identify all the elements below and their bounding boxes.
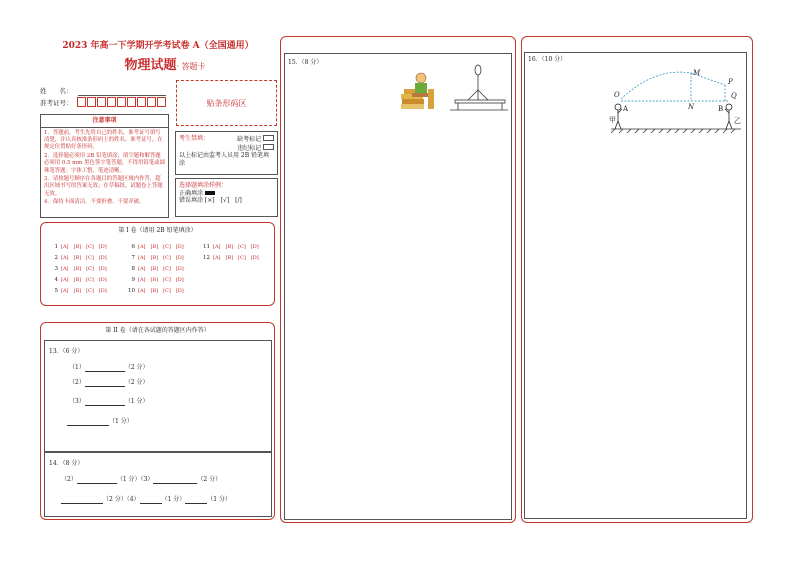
mc-options[interactable]: [A] [B] [C] [D] (61, 244, 107, 250)
mc-options[interactable]: [A] [B] [C] [D] (138, 277, 184, 283)
barcode-area (176, 80, 277, 126)
absent-item-1: 缺考标记 (237, 136, 262, 143)
subject-title-row (90, 54, 240, 73)
mc-question-number: 10 (128, 288, 135, 294)
mc-question-number: 6 (131, 244, 135, 250)
mc-options[interactable]: [A] [B] [C] [D] (138, 255, 184, 261)
absent-note: 以上标记由监考人员用 2B 铅笔填涂 (179, 152, 270, 167)
label-P: P (728, 78, 733, 86)
fill-sample-box (175, 178, 278, 217)
label-B: B (718, 105, 724, 113)
q14-part3: （3） (140, 476, 154, 483)
mc-options[interactable]: [A] [B] [C] [D] (213, 255, 259, 261)
q13-part1: （1） (69, 364, 85, 371)
name-field[interactable] (78, 95, 166, 96)
barcode-label: 贴条形码区 (206, 98, 247, 108)
mc-question-number: 12 (203, 255, 210, 261)
q14-blank2[interactable] (153, 483, 197, 484)
label-N: N (688, 103, 695, 111)
mc-question-number: 7 (131, 255, 135, 261)
name-label: 姓 名： (40, 87, 73, 95)
q13-box (44, 340, 272, 452)
mc-question-number: 1 (54, 244, 58, 250)
q13-blank3[interactable] (85, 405, 125, 406)
q14-box (44, 452, 272, 517)
label-jia: 甲 (609, 116, 616, 124)
sample-title: 选择题填涂样例： (179, 182, 228, 189)
section1-title: 第 I 卷（请用 2B 铅笔填涂） (118, 227, 197, 234)
notes-item: 4．保持卡面清洁，不要折叠、不要弄破。 (44, 199, 145, 206)
mc-row[interactable] (201, 254, 259, 261)
q14-score2: （1 分） (116, 476, 141, 483)
mc-row[interactable] (126, 243, 184, 250)
q16-figure (607, 67, 743, 143)
notes-box (40, 114, 169, 218)
section1-box (40, 222, 275, 306)
mc-row[interactable] (49, 276, 107, 283)
q13-score3: （1 分） (124, 398, 149, 405)
q14-blank1[interactable] (77, 483, 117, 484)
q13-blank1[interactable] (85, 371, 125, 372)
q13-score4: （1 分） (109, 418, 133, 425)
ground-line (611, 129, 741, 133)
mc-question-number: 8 (131, 266, 135, 272)
q13-blank4[interactable] (67, 425, 109, 426)
q14-score3: （2 分） (197, 476, 222, 483)
q13-score2: （2 分） (124, 379, 149, 386)
mc-row[interactable] (49, 287, 107, 294)
filled-sample (205, 191, 215, 195)
label-Q: Q (731, 92, 737, 100)
q14-part4: （4） (126, 496, 140, 503)
q15-label: 15．（8 分） (288, 59, 323, 66)
q16-box (524, 52, 747, 519)
mc-question-number: 2 (54, 255, 58, 261)
mc-question-number: 4 (54, 277, 58, 283)
absent-label: 考生禁填： (179, 135, 210, 142)
mc-question-number: 5 (54, 288, 58, 294)
q14-score-a: （2 分） (103, 496, 127, 503)
notes-item: 2．选择题必须用 2B 铅笔填涂；填空题和解答题必须用 0.5 mm 黑色签字笔答题，不得用铅笔或圆珠笔答题；字体工整、笔迹清晰。 (44, 152, 165, 174)
notes-item: 3．请按题号顺序在各题目的答题区域内作答，超出区域书写的答案无效；在草稿纸、试题卷上答题无效。 (44, 175, 163, 197)
mc-options[interactable]: [A] [B] [C] [D] (138, 266, 184, 272)
mc-row[interactable] (126, 276, 184, 283)
q14-blank5[interactable] (185, 503, 207, 504)
notes-title: 注意事项 (41, 115, 168, 128)
notes-item: 1．答题前，考生先将自己的姓名，准考证号填写清楚，并认真核准条形码上的姓名、准考证号，在规定位置贴好条形码。 (44, 129, 163, 151)
q14-blank3[interactable] (61, 503, 103, 504)
q13-label: 13．（6 分） (49, 348, 84, 355)
mc-question-number: 11 (203, 244, 210, 250)
violation-checkbox[interactable] (263, 144, 274, 150)
card-label: · 答题卡 (176, 62, 206, 71)
person-jia-icon (615, 104, 622, 129)
mc-row[interactable] (49, 265, 107, 272)
q14-blank4[interactable] (140, 503, 162, 504)
q15-box (284, 53, 512, 520)
correct-label: 正确填涂 (179, 189, 204, 197)
mc-options[interactable]: [A] [B] [C] [D] (61, 288, 107, 294)
notes-list (41, 128, 168, 210)
absent-item-2: 违纪标记 (237, 144, 262, 152)
q13-blank2[interactable] (85, 386, 125, 387)
label-yi: 乙 (734, 117, 741, 125)
label-A: A (623, 105, 629, 113)
mc-row[interactable] (126, 254, 184, 261)
id-field[interactable] (77, 97, 167, 107)
mc-row[interactable] (126, 287, 184, 294)
apparatus-icon (450, 65, 508, 110)
mc-options[interactable]: [A] [B] [C] [D] (213, 244, 259, 250)
subject-title: 物理试题 (124, 58, 177, 73)
wrong-label: 错误填涂 [×] [√] [/] (179, 197, 242, 204)
q14-label: 14．（8 分） (49, 460, 84, 467)
mc-question-number: 9 (131, 277, 135, 283)
mc-question-number: 3 (54, 266, 58, 272)
mc-row[interactable] (201, 243, 259, 250)
label-M: M (693, 69, 701, 77)
absent-checkbox[interactable] (263, 135, 274, 141)
q13-score1: （2 分） (124, 364, 149, 371)
mc-options[interactable]: [A] [B] [C] [D] (138, 244, 184, 250)
label-O: O (614, 91, 620, 99)
q14-part2: （2） (61, 476, 77, 483)
id-label: 准考证号： (40, 99, 73, 107)
section2-title: 第 II 卷（请在各试题的答题区内作答） (105, 327, 210, 334)
mc-row[interactable] (49, 254, 107, 261)
mc-row[interactable] (126, 265, 184, 272)
q14-score-c: （1 分） (207, 496, 232, 503)
q13-part2: （2） (69, 379, 85, 386)
mc-options[interactable]: [A] [B] [C] [D] (138, 288, 184, 294)
exam-title: 2023 年高一下学期开学考试卷 A（全国通用） (62, 41, 254, 51)
mc-options[interactable]: [A] [B] [C] [D] (61, 255, 107, 261)
q16-label: 16．（10 分） (528, 56, 567, 63)
mc-options[interactable]: [A] [B] [C] [D] (61, 266, 107, 272)
q13-part3: （3） (69, 398, 85, 405)
mc-options[interactable]: [A] [B] [C] [D] (61, 277, 107, 283)
q15-figure (400, 64, 508, 114)
mc-row[interactable] (49, 243, 107, 250)
absent-mark-box (175, 131, 278, 175)
person-yi-icon (725, 104, 732, 129)
q14-score-b: （1 分） (161, 496, 186, 503)
